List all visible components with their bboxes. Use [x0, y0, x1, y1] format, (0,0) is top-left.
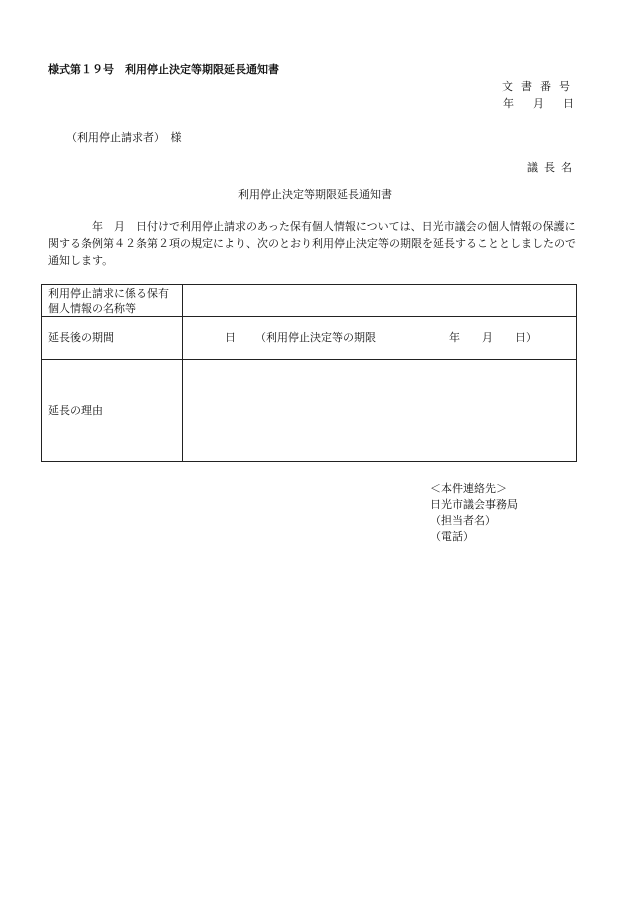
body-paragraph: 年 月 日付けで利用停止請求のあった保有個人情報については、日光市議会の個人情報の保護に関する条例第４２条第２項の規定により、次のとおり利用停止決定等の期限を延長することとしましたので通知します。 [48, 220, 576, 267]
form-number-heading: 様式第１９号 利用停止決定等期限延長通知書 [48, 63, 279, 76]
table-row-extended-period [42, 317, 577, 360]
document-number-label: 文書番号 [502, 80, 578, 93]
deadline-label: （利用停止決定等の期限 [255, 331, 376, 344]
recipient-line: （利用停止請求者） 様 [66, 131, 182, 144]
extension-reason-value [183, 360, 577, 462]
extension-details-table [41, 284, 577, 462]
extended-period-day: 日 [225, 331, 236, 344]
info-name-label: 利用停止請求に係る保有個人情報の名称等 [42, 285, 183, 317]
document-title: 利用停止決定等期限延長通知書 [238, 188, 392, 201]
contact-person: （担当者名） [430, 514, 496, 527]
contact-heading: ＜本件連絡先＞ [430, 482, 507, 495]
deadline-date: 年 月 日） [449, 331, 537, 344]
info-name-value [183, 285, 577, 317]
document-date-label: 年 月 日 [503, 97, 578, 110]
contact-office: 日光市議会事務局 [430, 498, 518, 511]
table-row-extension-reason [42, 360, 577, 462]
extended-period-label: 延長後の期間 [42, 317, 183, 360]
table-row-info-name [42, 285, 577, 317]
extended-period-value [183, 317, 577, 360]
sender-chair-name: 議長名 [527, 161, 578, 174]
extension-reason-label: 延長の理由 [42, 360, 183, 462]
contact-phone: （電話） [430, 530, 474, 543]
contact-block [430, 481, 518, 545]
